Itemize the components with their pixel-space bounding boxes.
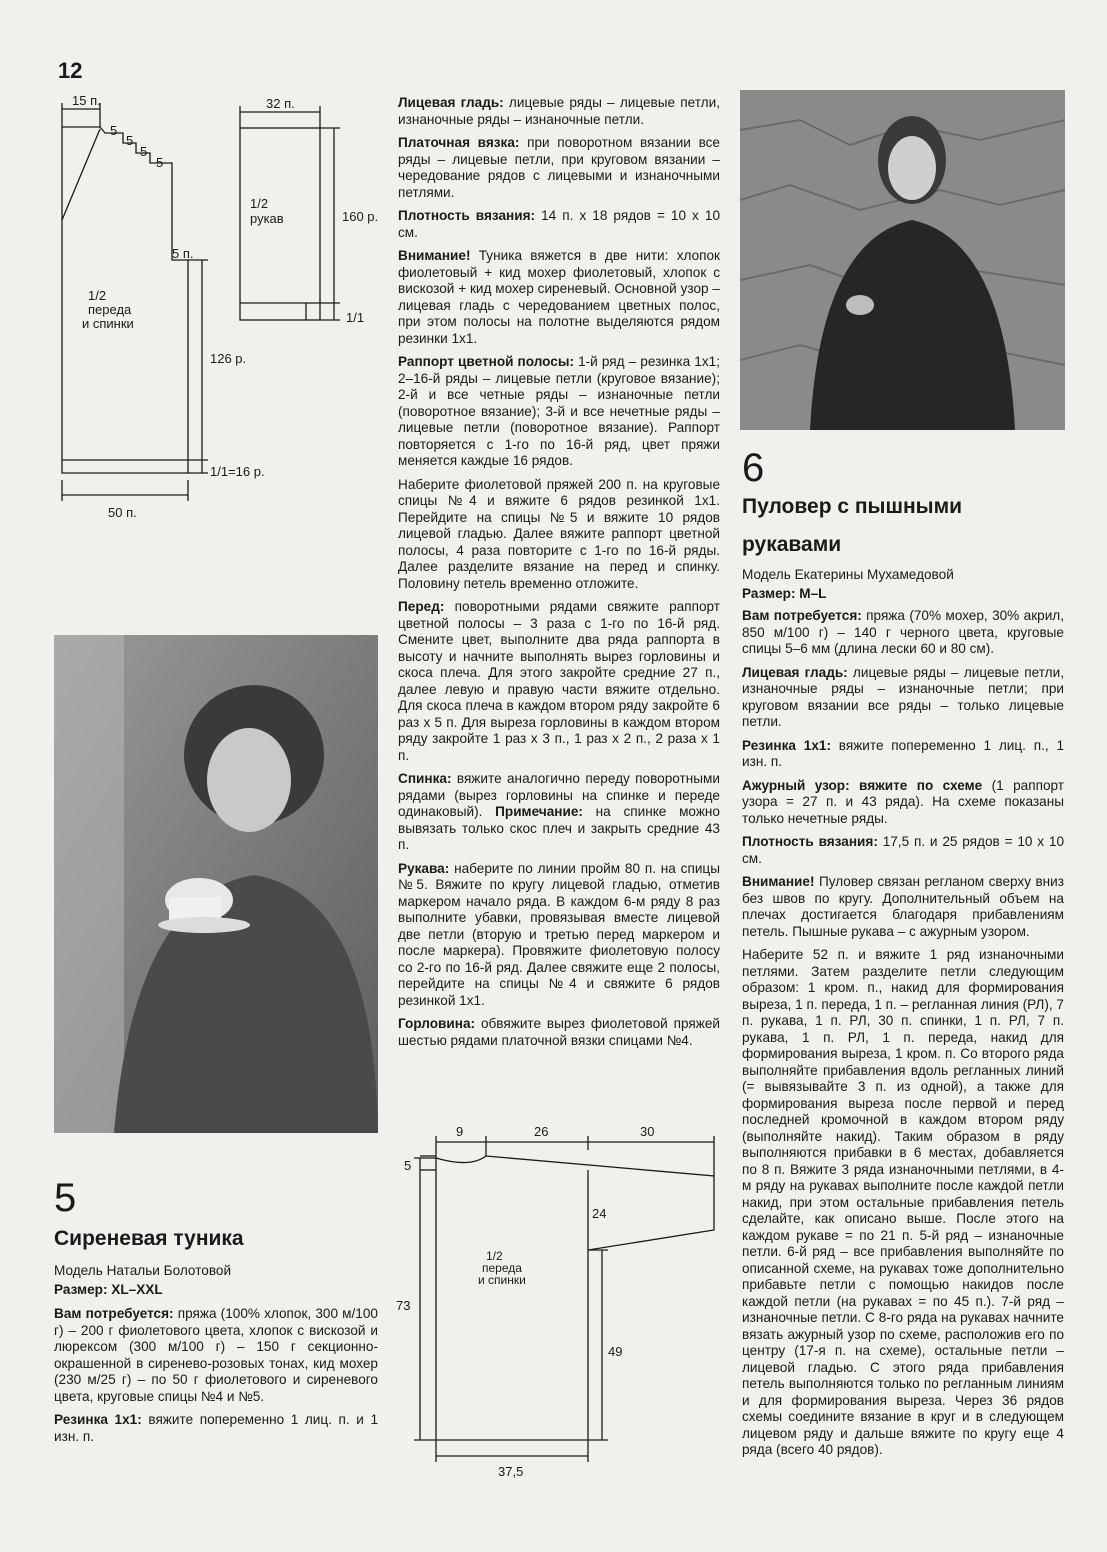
tunic-materials <box>54 1306 378 1445</box>
paragraph: Наберите фиолетовой пряжей 200 п. на круговые спицы №4 и вяжите 6 рядов резинкой 1х1. Перейдите на спицы №5 и вяжите 10 рядов лицевой гладью. Далее вяжите раппорт цветной полосы, 4 раза повторите с 1-го по 16-й ряды. Далее разделите вязание на перед и спинку. Половину петель временно отложите. <box>398 476 720 591</box>
tunic-section <box>54 1178 378 1452</box>
body-label: переда <box>88 302 132 317</box>
rows-label: 126 р. <box>210 351 247 366</box>
paragraph: Резинка 1х1: вяжите попеременно 1 лиц. п. и 1 изн. п. <box>54 1412 379 1444</box>
paragraph: Резинка 1х1: вяжите попеременно 1 лиц. п., 1 изн. п. <box>742 737 1064 769</box>
bottom-width-label: 37,5 <box>498 1464 524 1479</box>
body-label: и спинки <box>82 316 134 331</box>
page-number: 12 <box>58 58 83 83</box>
sleeve-rows-label: 160 р. <box>342 209 379 224</box>
model-title: Сиреневая туника <box>54 1227 244 1250</box>
shoulder-label: 5 п. <box>172 246 194 261</box>
body-label: переда <box>482 1261 522 1275</box>
model-title: Пуловер с пышными рукавами <box>742 495 963 556</box>
pullover-instructions <box>742 608 1064 1459</box>
pullover-section <box>742 448 1064 1466</box>
paragraph: Внимание! Туника вяжется в две нити: хлопок фиолетовый + кид мохер фиолетовый, хлопок с вискозой + кид мохер сиреневый. Основной узор – лицевая гладь с чередованием цветных полос, при этом полосы на полотне выделяются рядом резинки 1х1. <box>398 248 721 346</box>
body-label: 1/2 <box>486 1249 503 1263</box>
width-label: 50 п. <box>108 505 137 520</box>
sleeve-label: 1/2 <box>250 196 269 211</box>
paragraph: Спинка: вяжите аналогично переду поворотными рядами (вырез горловины на спинке и переде одинаковый). Примечание: на спинке можно вывязать только скос плеч и закрыть средние 43 п. <box>398 771 720 852</box>
paragraph: Лицевая гладь: лицевые ряды – лицевые петли, изнаночные ряды – изнаночные петли; при круговом вязании все ряды – только лицевые петли. <box>742 664 1064 729</box>
step-label: 5 <box>110 123 118 138</box>
step-label: 5 <box>140 144 148 159</box>
paragraph: Плотность вязания: 14 п. х 18 рядов = 10 х 10 см. <box>398 208 721 240</box>
armhole-label: 24 <box>592 1206 607 1221</box>
paragraph: Вам потребуется: пряжа (70% мохер, 30% акрил, 850 м/100 г) – 140 г черного цвета, круговые спицы 5–6 мм (длина лески 60 и 80 см). <box>742 608 1065 656</box>
paragraph: Платочная вязка: при поворотном вязании все ряды – лицевые петли, при круговом вязании – чередование рядов с лицевыми и изнаночными петлями. <box>398 135 720 200</box>
sleeve-width-label: 30 <box>640 1124 655 1139</box>
model-size: Размер: XL–XXL <box>54 1282 163 1297</box>
paragraph: Лицевая гладь: лицевые ряды – лицевые петли, изнаночные ряды – изнаночные петли. <box>398 95 720 127</box>
model-number: 5 <box>54 1176 77 1220</box>
body-label: и спинки <box>478 1273 526 1287</box>
model-author: Модель Натальи Болотовой <box>54 1263 232 1278</box>
paragraph: Ажурный узор: вяжите по схеме (1 раппорт узора = 27 п. и 43 ряда). На схеме показаны только нечетные ряды. <box>742 777 1064 826</box>
pullover-schematic <box>370 1120 730 1485</box>
paragraph: Перед: поворотными рядами свяжите раппорт цветной полосы – 3 раза с 1-го по 16-й ряд. Смените цвет, выполните два ряда раппорта в высоту и начните выполнять вырез горловины и скоса плеча. Для этого закройте средние 27 п., далее левую и правую части вяжите отдельно. Для скоса плеча в каждом втором ряду закройте 6 раз х 5 п. Для выреза горловины в каждом втором ряду закройте 1 раз х 3 п., 1 раз х 2 п., 2 раза х 1 п. <box>398 599 720 763</box>
paragraph: Раппорт цветной полосы: 1-й ряд – резинка 1х1; 2–16-й ряды – лицевые петли (круговое вязание); 2-й и все четные ряды – изнаночные петли (поворотное вязание); 3-й и все нечетные ряды – лицевые петли (поворотное вязание). Раппорт повторяется с 1-го по 16-й ряд, цвет пряжи меняется каждые 16 рядов. <box>398 354 720 468</box>
step-label: 5 <box>126 133 134 148</box>
model-author: Модель Екатерины Мухамедовой <box>742 567 954 582</box>
rib-label: 1/1=16 р. <box>210 464 265 479</box>
length-label: 73 <box>396 1298 411 1313</box>
woman-in-sweater-photo <box>740 90 1065 430</box>
tunic-instructions <box>398 95 720 1056</box>
neck-width-label: 15 п. <box>72 93 101 108</box>
sleeve-schematic <box>230 88 395 328</box>
paragraph: Внимание! Пуловер связан регланом сверху вниз без швов по кругу. Дополнительный объем на плечах достигается благодаря прибавлениям петель. Пышные рукава – с ажурным узором. <box>742 874 1065 939</box>
model-size: Размер: M–L <box>742 586 827 601</box>
sleeve-rib-label: 1/1 <box>346 310 365 325</box>
paragraph: Рукава: наберите по линии пройм 80 п. на спицы №5. Вяжите по кругу лицевой гладью, отметив маркером начало ряда. В каждом 6-м ряду 8 раз выполните убавки, провязывая вместе лицевой две петли (вторую и третью перед маркером и после маркера). Провяжите фиолетовую полосу со 2-го по 16-й ряд. Далее свяжите еще 2 полосы, перейдите на спицы №4 и свяжите 6 рядов резинкой 1х1. <box>398 860 720 1008</box>
paragraph: Плотность вязания: 17,5 п. и 25 рядов = 10 х 10 см. <box>742 834 1065 866</box>
neck-width-label: 9 <box>456 1124 464 1139</box>
model-number: 6 <box>742 446 765 490</box>
body-label: 1/2 <box>88 288 107 303</box>
paragraph: Наберите 52 п. и вяжите 1 ряд изнаночными петлями. Затем разделите петли следующим образом: 1 кром. п., накид для формирования выреза, 1 п. переда, 1 п. – регланная линия (РЛ), 7 п. рукава, 1 п. РЛ, 30 п. спинки, 1 п. РЛ, 7 п. рукава, 1 п. РЛ, 1 п. переда, накид для формирования выреза, 1 кром. п. Со второго ряда выполняйте прибавления вдоль регланных линий (= вывязывайте 3 п. из одной), а также для формирования выреза после первой и перед последней кромочной в каждом втором ряду (выполняйте накид). Таким образом в ряду выполняются прибавки в 6 местах, добавляется по 8 п. Вяжите 3 ряда изнаночными петлями, в 4-м ряду на рукавах выполните после каждой петли накид, при этом остальные прибавления петель сделайте, как описано выше. После этого на каждом рукаве = по 21 п. 5-й ряд – изнаночные петли. 6-й ряд – все прибавления выполняйте по описанной схеме, на рукавах тоже дополнительно прибавьте петли с помощью накидов после каждой петли (на рукавах = по 45 п.). 7-й ряд – изнаночные петли. С 8-го ряда на рукавах начните вязать ажурный узор по схеме, расположив его по центру (17-я п. на схеме), остальные петли – лицевой гладью. С этого ряда прибавления петель выполняются только по регланным линиям и для формирования выреза. Через 36 рядов схемы соедините вязание в круг и в следующем лицевом ряду и дальше вяжите по кругу еще 4 ряда (всего 40 рядов). <box>742 947 1064 1457</box>
neck-depth-label: 5 <box>404 1158 412 1173</box>
step-label: 5 <box>156 155 164 170</box>
paragraph: Вам потребуется: пряжа (100% хлопок, 300 м/100 г) – 200 г фиолетового цвета, хлопок с вискозой и люрексом (300 м/100 г) – 150 г секционно-окрашенной в сиренево-розовых тонах, кид мохер (230 м/25 г) – по 50 г фиолетового и сиреневого цвета, круговые спицы №4 и №5. <box>54 1306 378 1404</box>
shoulder-width-label: 26 <box>534 1124 549 1139</box>
side-label: 49 <box>608 1344 623 1359</box>
woman-with-cup-photo <box>54 635 378 1133</box>
sleeve-label: рукав <box>250 211 284 226</box>
sleeve-width-label: 32 п. <box>266 96 295 111</box>
paragraph: Горловина: обвяжите вырез фиолетовой пряжей шестью рядами платочной вязки спицами №4. <box>398 1016 720 1048</box>
